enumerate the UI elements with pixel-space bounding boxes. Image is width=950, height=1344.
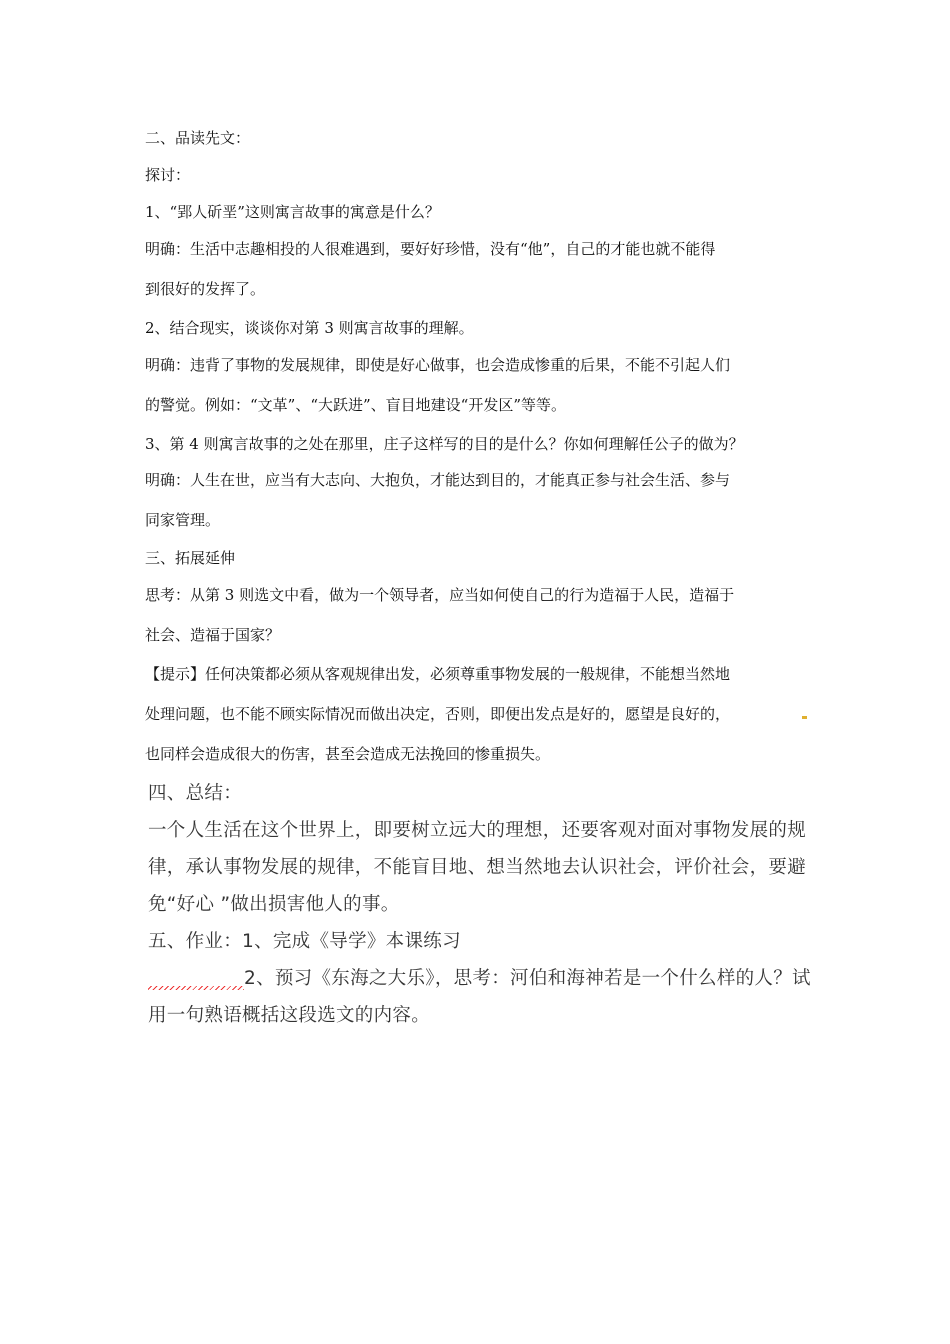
think-line-1: 思考：从第 3 则选文中看，做为一个领导者，应当如何使自己的行为造福于人民，造福于 [145, 586, 735, 604]
section2-heading: 二、品读先文： [145, 129, 251, 147]
answer-2-line-2: 的警觉。例如：“文革”、“大跃进”、盲目地建设“开发区”等等。 [145, 396, 567, 414]
homework-line-2: 2、预习《东海之大乐》，思考：河伯和海神若是一个什么样的人？试 [244, 968, 811, 989]
summary-line-3: 免“好心 ”做出损害他人的事。 [148, 894, 400, 915]
think-line-2: 社会、造福于国家？ [145, 626, 281, 644]
answer-2-line-1: 明确：违背了事物的发展规律，即使是好心做事，也会造成惨重的后果，不能不引起人们 [145, 356, 731, 374]
homework-line-3: 用一句熟语概括这段选文的内容。 [148, 1005, 431, 1026]
edit-mark [802, 716, 807, 719]
homework-line-1: 五、作业：1、完成《导学》本课练习 [148, 931, 461, 952]
question-3: 3、第 4 则寓言故事的之处在那里，庄子这样写的目的是什么？你如何理解任公子的做为？ [145, 435, 744, 453]
hint-line-1: 【提示】任何决策都必须从客观规律出发，必须尊重事物发展的一般规律，不能想当然地 [145, 665, 731, 683]
section3-heading: 三、拓展延伸 [145, 549, 236, 567]
question-1: 1、“郢人斫垩”这则寓言故事的寓意是什么？ [145, 203, 440, 221]
summary-line-1: 一个人生活在这个世界上，即要树立远大的理想，还要客观对面对事物发展的规 [148, 820, 807, 841]
answer-1-line-1: 明确：生活中志趣相投的人很难遇到，要好好珍惜，没有“他”，自己的才能也就不能得 [145, 240, 716, 258]
discuss-label: 探讨： [145, 166, 191, 184]
answer-3-line-1: 明确：人生在世，应当有大志向、大抱负，才能达到目的，才能真正参与社会生活、参与 [145, 471, 731, 489]
section4-heading: 四、总结： [148, 783, 243, 804]
answer-3-line-2: 同家管理。 [145, 511, 221, 529]
answer-1-line-2: 到很好的发挥了。 [145, 280, 266, 298]
summary-line-2: 律，承认事物发展的规律，不能盲目地、想当然地去认识社会，评价社会，要避 [148, 857, 807, 878]
hint-line-2: 处理问题，也不能不顾实际情况而做出决定，否则，即便出发点是好的，愿望是良好的， [145, 705, 731, 723]
hint-line-3: 也同样会造成很大的伤害，甚至会造成无法挽回的惨重损失。 [145, 745, 551, 763]
question-2: 2、结合现实，谈谈你对第 3 则寓言故事的理解。 [145, 319, 474, 337]
spellcheck-underline [148, 986, 244, 990]
